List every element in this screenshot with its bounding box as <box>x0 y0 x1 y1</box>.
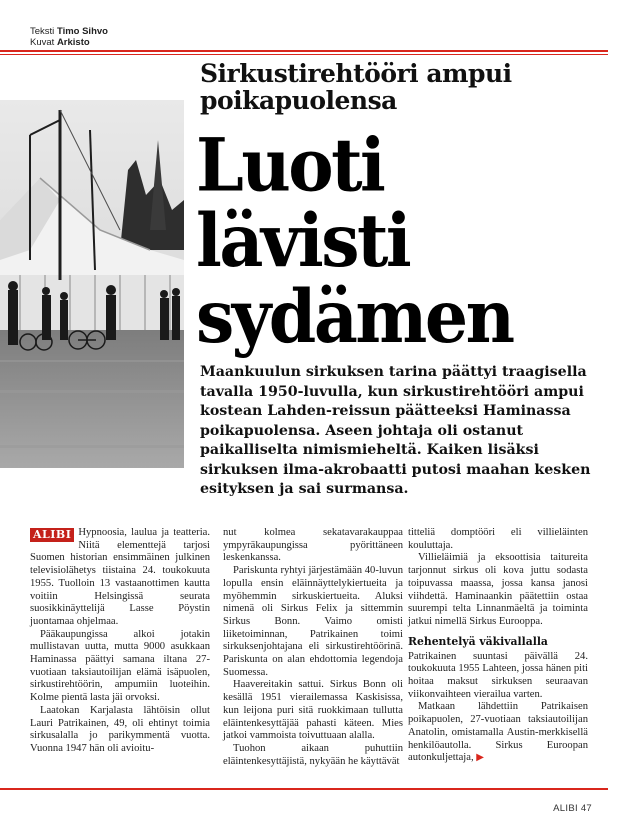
article-lead: Maankuulun sirkuksen tarina päättyi traagisella tavalla 1950-luvulla, kun sirkustirehtööri ampui kostean Lahden-reissun päätteeksi Haminassa poikapuolensa. Aseen johtaja oli ostanut paikalliselta nimismieheltä. Kaiken lisäksi sirkuksen ilma-akrobaatti putosi maahan kesken esityksen ja sai surmansa. <box>200 364 591 497</box>
alibi-badge: ALIBI <box>30 528 74 542</box>
body-paragraph: Pariskunta ryhtyi järjestämään 40-luvun lopulla ensin eläinnäyttelykiertueita ja myöhemmin sirkuskiertueita. Aluksi nimenä oli Sirkus Felix ja sittemmin Sirkus Bonn. Vaimo omisti liiketoiminnan, Patrikainen toimi sirkuksenjohtajana eli sirkustirehtöörinä. Pariskunta on alan ehdottomia legendoja Suomessa. <box>223 565 403 678</box>
body-paragraph: Villieläimiä ja eksoottisia taitureita tarjonnut sirkus oli kova juttu sodasta toipuvassa maassa, jossa kansa janosi viihdettä. Haminaankin päätettiin ostaa suurempi telta Linnanmäeltä ja toiminta jatkui nimellä Sirkus Eurooppa. <box>408 552 588 627</box>
body-column-1 <box>30 527 210 756</box>
article-kicker: Sirkustirehtööri ampui poikapuolensa <box>200 59 512 115</box>
body-paragraph: titteliä domptööri eli villieläinten kouluttaja. <box>408 527 588 551</box>
circus-tent-photo <box>0 100 184 468</box>
body-column-3 <box>408 527 588 765</box>
page-folio: ALIBI 47 <box>553 803 592 814</box>
headline-line-3: sydämen <box>196 273 513 361</box>
body-column-2 <box>223 527 403 768</box>
body-paragraph: nut kolmea sekatavarakauppaa ympyräkaupungissa pyörittäneen leskenkanssa. <box>223 527 403 564</box>
text-credit: Teksti Timo Sihvo <box>30 26 108 37</box>
body-paragraph: Hypnoosia, laulua ja teatteria. Niitä elementtejä tarjosi Suomen historian ensimmäinen julkinen televisiolähetys tiistaina 24. toukokuuta 1955. Tuolloin 13 vastaanottimen kautta voitiin Helsingissä seurata suosikkinäyttelijä Lasse Pöystin juontamaa ohjelmaa. <box>30 527 210 627</box>
article-credits <box>30 26 108 48</box>
top-red-rule-thin <box>0 54 608 55</box>
bottom-red-rule <box>0 788 608 790</box>
headline-line-1: Luoti <box>196 122 384 209</box>
headline-line-2: lävisti <box>196 198 410 285</box>
photo-credit: Kuvat Arkisto <box>30 37 90 48</box>
body-paragraph: Pääkaupungissa alkoi jotakin mullistavan uutta, mutta 9000 asukkaan Haminassa päättyi samana iltana 27-vuotiaan taksiautoilijan elämä isäpuolen, sirkustirehtöörin, ampumiin luoteihin. Kolme pientä lasta jäi orvoksi. <box>30 628 210 704</box>
body-paragraph: Patrikainen suuntasi päivällä 24. toukokuuta 1955 Lahteen, jossa hänen piti hoitaa maksut sirkuksen seuraavan viikonvaihteen vierailua varten. <box>408 650 588 700</box>
section-subhead: Rehentelyä väkivallalla <box>408 634 548 648</box>
body-paragraph: Laatokan Karjalasta lähtöisin ollut Lauri Patrikainen, 49, oli ehtinyt toimia sirkusalalla jo parikymmentä vuotta. Vuonna 1947 hän oli avioitu- <box>30 704 210 754</box>
top-red-rule <box>0 50 608 52</box>
article-headline <box>196 122 606 361</box>
body-paragraph: Matkaan lähdettiin Patrikaisen poikapuolen, 27-vuotiaan taksiautoilijan Anatolin, omistamalla Austin-merkkisellä henkilöautolla. Sirkus Euroopan autonkuljettaja, ▶ <box>408 701 588 764</box>
circus-photo-illustration <box>0 100 184 468</box>
body-paragraph: Haavereitakin sattui. Sirkus Bonn oli kesällä 1951 vierailemassa Kaskisissa, kun leijona puri sitä ruokkimaan tullutta eläintenkesyttäjää pahasti käteen. Mies jatkoi vammoista toivuttuaan alalla. <box>223 679 403 742</box>
body-paragraph: Tuohon aikaan puhuttiin eläintenkesyttäjistä, nykyään he käyttävät <box>223 742 403 767</box>
article-body <box>30 527 592 787</box>
continue-arrow-icon: ▶ <box>476 752 484 764</box>
